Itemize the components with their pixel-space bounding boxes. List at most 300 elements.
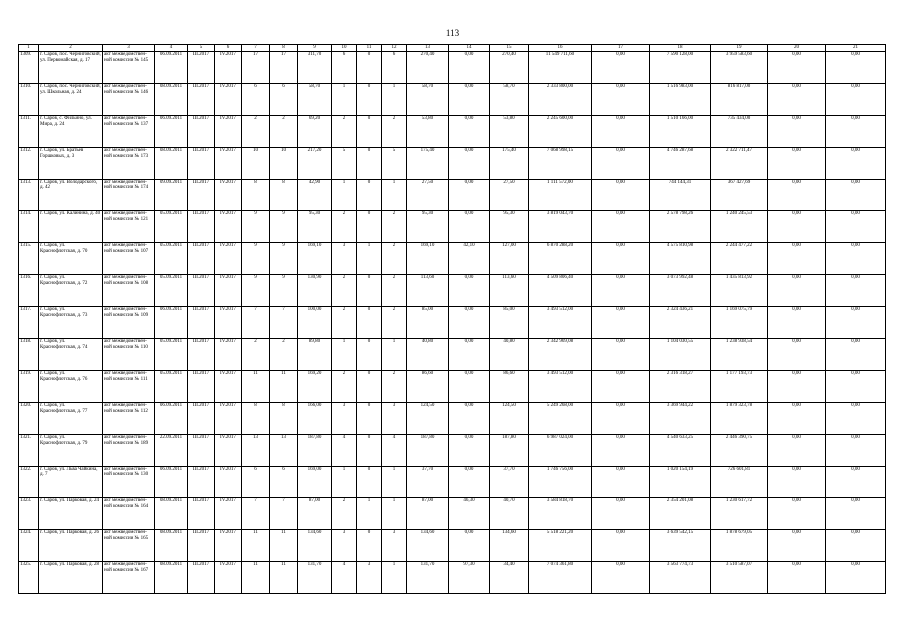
col19-cell: 2 322 711,47 (711, 147, 768, 179)
col13-cell: 131,70 (407, 562, 449, 594)
col19-cell: 1 879 323,78 (711, 402, 768, 434)
col13-cell: 85,00 (407, 307, 449, 339)
col8-cell: 7 (270, 498, 298, 530)
col14-cell: 0,00 (449, 115, 490, 147)
address-cell: г. Саров, пос. Черниговский, ул. Школьная, д. 24 (39, 83, 103, 115)
total-cost-cell: 3 493 512,00 (529, 307, 592, 339)
col13-cell: 58,70 (407, 83, 449, 115)
date-cell: 06.09.2011 (155, 402, 188, 434)
column-header: 3 (103, 45, 155, 52)
col14-cell: 0,00 (449, 339, 490, 371)
col21-cell: 0,00 (826, 243, 886, 275)
col11-cell: 0 (357, 115, 382, 147)
start-quarter-cell: III.2017 (188, 179, 215, 211)
col8-cell: 7 (270, 307, 298, 339)
start-quarter-cell: III.2017 (188, 370, 215, 402)
col15-cell: 58,70 (490, 83, 529, 115)
col7-cell: 11 (242, 562, 270, 594)
col11-cell: 0 (357, 147, 382, 179)
col17-cell: 0,00 (592, 530, 650, 562)
column-header: 2 (39, 45, 103, 52)
col12-cell: 2 (382, 211, 407, 243)
table-row (19, 52, 886, 84)
col10-cell: 1 (332, 179, 357, 211)
col21-cell: 0,00 (826, 52, 886, 84)
start-quarter-cell: III.2017 (188, 211, 215, 243)
row-number: 1314. (19, 211, 39, 243)
col10-cell: 2 (332, 370, 357, 402)
col12-cell: 3 (382, 530, 407, 562)
address-cell: г. Саров, с. Фильино, ул. Мира, д. 24 (39, 115, 103, 147)
col20-cell: 0,00 (768, 211, 826, 243)
column-number-row (19, 45, 886, 52)
col10-cell: 2 (332, 211, 357, 243)
col18-cell: 7 590 128,00 (650, 52, 711, 84)
document-cell: акт межведомствен-ной комиссии № 174 (103, 179, 155, 211)
col11-cell: 3 (357, 562, 382, 594)
end-quarter-cell: IV.2017 (215, 339, 242, 371)
document-cell: акт межведомствен-ной комиссии № 145 (103, 52, 155, 84)
date-cell: 08.09.2011 (155, 147, 188, 179)
col11-cell: 0 (357, 402, 382, 434)
column-header: 7 (242, 45, 270, 52)
end-quarter-cell: IV.2017 (215, 52, 242, 84)
col15-cell: 124,50 (490, 402, 529, 434)
column-header: 17 (592, 45, 650, 52)
col15-cell: 37,70 (490, 466, 529, 498)
col21-cell: 0,00 (826, 434, 886, 466)
table-row (19, 115, 886, 147)
col11-cell: 0 (357, 83, 382, 115)
end-quarter-cell: IV.2017 (215, 498, 242, 530)
col14-cell: 0,00 (449, 83, 490, 115)
col8-cell: 2 (270, 339, 298, 371)
col18-cell: 4 746 287,68 (650, 147, 711, 179)
date-cell: 06.09.2011 (155, 307, 188, 339)
column-header: 9 (298, 45, 332, 52)
total-cost-cell: 2 333 800,00 (529, 83, 592, 115)
address-cell: г. Саров, ул. Парковая, д. 24 (39, 498, 103, 530)
row-number: 1325. (19, 562, 39, 594)
col11-cell: 1 (357, 498, 382, 530)
col21-cell: 0,00 (826, 275, 886, 307)
col17-cell: 0,00 (592, 275, 650, 307)
col7-cell: 10 (242, 147, 270, 179)
area-cell: 130,90 (298, 275, 332, 307)
col17-cell: 0,00 (592, 466, 650, 498)
column-header: 21 (826, 45, 886, 52)
col12-cell: 1 (382, 339, 407, 371)
col15-cell: 34,40 (490, 562, 529, 594)
col7-cell: 9 (242, 275, 270, 307)
address-cell: г. Саров, ул. Краснофлотская, д. 72 (39, 275, 103, 307)
col13-cell: 37,70 (407, 466, 449, 498)
address-cell: г. Саров, пос. Черниговский, ул. Первомайская, д. 17 (39, 52, 103, 84)
area-cell: 166,00 (298, 402, 332, 434)
table-row (19, 466, 886, 498)
col7-cell: 6 (242, 83, 270, 115)
document-cell: акт межведомствен-ной комиссии № 111 (103, 370, 155, 402)
col13-cell: 134,60 (407, 530, 449, 562)
row-number: 1322. (19, 466, 39, 498)
end-quarter-cell: IV.2017 (215, 179, 242, 211)
document-cell: акт межведомствен-ной комиссии № 121 (103, 211, 155, 243)
col12-cell: 5 (382, 147, 407, 179)
col17-cell: 0,00 (592, 307, 650, 339)
col17-cell: 0,00 (592, 339, 650, 371)
total-cost-cell: 1 111 572,00 (529, 179, 592, 211)
date-cell: 08.09.2011 (155, 83, 188, 115)
row-number: 1324. (19, 530, 39, 562)
col18-cell: 2 354 201,08 (650, 498, 711, 530)
col10-cell: 4 (332, 434, 357, 466)
col7-cell: 13 (242, 434, 270, 466)
col8-cell: 9 (270, 275, 298, 307)
col12-cell: 2 (382, 243, 407, 275)
col20-cell: 0,00 (768, 498, 826, 530)
col14-cell: 0,00 (449, 147, 490, 179)
total-cost-cell: 7 074 361,80 (529, 562, 592, 594)
address-cell: г. Саров, ул. Льва Чайкина, д. 7 (39, 466, 103, 498)
col20-cell: 0,00 (768, 370, 826, 402)
col18-cell: 3 563 774,73 (650, 562, 711, 594)
address-cell: г. Саров, ул. Краснофлотская, д. 74 (39, 339, 103, 371)
end-quarter-cell: IV.2017 (215, 562, 242, 594)
col15-cell: 127,00 (490, 243, 529, 275)
col13-cell: 53,80 (407, 115, 449, 147)
col7-cell: 11 (242, 370, 270, 402)
area-cell: 131,70 (298, 562, 332, 594)
area-cell: 100,00 (298, 307, 332, 339)
col19-cell: 735 434,00 (711, 115, 768, 147)
date-cell: 06.09.2011 (155, 52, 188, 84)
date-cell: 05.09.2011 (155, 275, 188, 307)
col15-cell: 40,70 (490, 498, 529, 530)
col12-cell: 1 (382, 562, 407, 594)
col20-cell: 0,00 (768, 243, 826, 275)
total-cost-cell: 1 746 756,00 (529, 466, 592, 498)
col13-cell: 113,60 (407, 275, 449, 307)
column-header: 16 (529, 45, 592, 52)
column-header: 18 (650, 45, 711, 52)
area-cell: 95,30 (298, 211, 332, 243)
col13-cell: 86,60 (407, 370, 449, 402)
start-quarter-cell: III.2017 (188, 402, 215, 434)
col18-cell: 2 316 318,27 (650, 370, 711, 402)
col12-cell: 2 (382, 115, 407, 147)
col7-cell: 2 (242, 339, 270, 371)
col14-cell: 0,00 (449, 434, 490, 466)
end-quarter-cell: IV.2017 (215, 370, 242, 402)
col13-cell: 95,30 (407, 211, 449, 243)
col8-cell: 9 (270, 243, 298, 275)
col17-cell: 0,00 (592, 179, 650, 211)
row-number: 1317. (19, 307, 39, 339)
table-row (19, 402, 886, 434)
total-cost-cell: 6 870 288,20 (529, 243, 592, 275)
column-header: 11 (357, 45, 382, 52)
col11-cell: 0 (357, 307, 382, 339)
end-quarter-cell: IV.2017 (215, 147, 242, 179)
total-cost-cell: 2 342 969,08 (529, 339, 592, 371)
start-quarter-cell: III.2017 (188, 339, 215, 371)
col15-cell: 95,30 (490, 211, 529, 243)
column-header: 15 (490, 45, 529, 52)
col18-cell: 744 144,31 (650, 179, 711, 211)
address-cell: г. Саров, ул. Краснофлотская, д. 73 (39, 307, 103, 339)
col10-cell: 1 (332, 339, 357, 371)
col14-cell: 0,00 (449, 275, 490, 307)
date-cell: 08.09.2011 (155, 562, 188, 594)
col17-cell: 0,00 (592, 562, 650, 594)
col11-cell: 0 (357, 370, 382, 402)
area-cell: 169,10 (298, 243, 332, 275)
col13-cell: 270,40 (407, 52, 449, 84)
col15-cell: 27,50 (490, 179, 529, 211)
col17-cell: 0,00 (592, 243, 650, 275)
col11-cell: 0 (357, 52, 382, 84)
col11-cell: 0 (357, 339, 382, 371)
col18-cell: 3 639 542,15 (650, 530, 711, 562)
col21-cell: 0,00 (826, 370, 886, 402)
column-header: 14 (449, 45, 490, 52)
col18-cell: 4 540 633,25 (650, 434, 711, 466)
table-row (19, 243, 886, 275)
row-number: 1310. (19, 83, 39, 115)
column-header: 4 (155, 45, 188, 52)
col17-cell: 0,00 (592, 434, 650, 466)
page-number: 113 (445, 28, 460, 38)
col7-cell: 8 (242, 402, 270, 434)
start-quarter-cell: III.2017 (188, 307, 215, 339)
total-cost-cell: 6 987 024,00 (529, 434, 592, 466)
row-number: 1323. (19, 498, 39, 530)
col8-cell: 8 (270, 402, 298, 434)
col15-cell: 113,60 (490, 275, 529, 307)
area-cell: 169,20 (298, 370, 332, 402)
table-row (19, 211, 886, 243)
document-cell: акт межведомствен-ной комиссии № 146 (103, 83, 155, 115)
col10-cell: 2 (332, 307, 357, 339)
total-cost-cell: 4 509 806,40 (529, 275, 592, 307)
col14-cell: 0,00 (449, 530, 490, 562)
total-cost-cell: 2 245 600,00 (529, 115, 592, 147)
table-row (19, 498, 886, 530)
col7-cell: 11 (242, 530, 270, 562)
total-cost-cell: 3 493 512,00 (529, 370, 592, 402)
col14-cell: 0,00 (449, 211, 490, 243)
col20-cell: 0,00 (768, 466, 826, 498)
col20-cell: 0,00 (768, 115, 826, 147)
document-cell: акт межведомствен-ной комиссии № 137 (103, 115, 155, 147)
table-row (19, 275, 886, 307)
col12-cell: 6 (382, 52, 407, 84)
total-cost-cell: 7 068 998,15 (529, 147, 592, 179)
col19-cell: 3 510 587,07 (711, 562, 768, 594)
col18-cell: 4 575 810,98 (650, 243, 711, 275)
col20-cell: 0,00 (768, 83, 826, 115)
row-number: 1311. (19, 115, 39, 147)
col19-cell: 1 878 679,05 (711, 530, 768, 562)
col8-cell: 11 (270, 562, 298, 594)
col21-cell: 0,00 (826, 307, 886, 339)
col14-cell: 0,00 (449, 466, 490, 498)
col19-cell: 3 959 583,60 (711, 52, 768, 84)
col19-cell: 1 240 245,53 (711, 211, 768, 243)
col7-cell: 8 (242, 179, 270, 211)
column-header: 5 (188, 45, 215, 52)
start-quarter-cell: III.2017 (188, 434, 215, 466)
start-quarter-cell: III.2017 (188, 466, 215, 498)
col20-cell: 0,00 (768, 147, 826, 179)
col15-cell: 85,00 (490, 307, 529, 339)
col19-cell: 1 169 075,79 (711, 307, 768, 339)
col10-cell: 3 (332, 530, 357, 562)
col20-cell: 0,00 (768, 179, 826, 211)
col8-cell: 10 (270, 147, 298, 179)
col17-cell: 0,00 (592, 370, 650, 402)
date-cell: 08.09.2011 (155, 530, 188, 562)
col18-cell: 1 516 983,00 (650, 83, 711, 115)
col14-cell: 0,00 (449, 179, 490, 211)
table-row (19, 339, 886, 371)
end-quarter-cell: IV.2017 (215, 466, 242, 498)
row-number: 1315. (19, 243, 39, 275)
col7-cell: 9 (242, 243, 270, 275)
row-number: 1313. (19, 179, 39, 211)
row-number: 1320. (19, 402, 39, 434)
column-header: 1 (19, 45, 39, 52)
col19-cell: 726 601,81 (711, 466, 768, 498)
document-cell: акт межведомствен-ной комиссии № 167 (103, 562, 155, 594)
col13-cell: 175,40 (407, 147, 449, 179)
column-header: 19 (711, 45, 768, 52)
area-cell: 87,00 (298, 498, 332, 530)
address-cell: г. Саров, ул. Краснофлотская, д. 77 (39, 402, 103, 434)
col11-cell: 0 (357, 275, 382, 307)
end-quarter-cell: IV.2017 (215, 530, 242, 562)
column-header: 6 (215, 45, 242, 52)
col19-cell: 1 238 938,54 (711, 339, 768, 371)
col21-cell: 0,00 (826, 211, 886, 243)
col21-cell: 0,00 (826, 115, 886, 147)
address-cell: г. Саров, ул. Парковая, д. 26 (39, 530, 103, 562)
col18-cell: 1 020 154,19 (650, 466, 711, 498)
table-row (19, 179, 886, 211)
date-cell: 05.09.2011 (155, 243, 188, 275)
total-cost-cell: 5 249 268,00 (529, 402, 592, 434)
col15-cell: 187,80 (490, 434, 529, 466)
col10-cell: 2 (332, 275, 357, 307)
column-header: 13 (407, 45, 449, 52)
end-quarter-cell: IV.2017 (215, 243, 242, 275)
date-cell: 08.09.2011 (155, 498, 188, 530)
col8-cell: 8 (270, 179, 298, 211)
col12-cell: 1 (382, 179, 407, 211)
col12-cell: 2 (382, 307, 407, 339)
row-number: 1316. (19, 275, 39, 307)
col20-cell: 0,00 (768, 562, 826, 594)
document-cell: акт межведомствен-ной комиссии № 110 (103, 339, 155, 371)
table-row (19, 370, 886, 402)
date-cell: 05.09.2011 (155, 370, 188, 402)
col8-cell: 17 (270, 52, 298, 84)
start-quarter-cell: III.2017 (188, 275, 215, 307)
col11-cell: 0 (357, 530, 382, 562)
col11-cell: 0 (357, 211, 382, 243)
row-number: 1318. (19, 339, 39, 371)
col21-cell: 0,00 (826, 402, 886, 434)
col18-cell: 3 073 992,48 (650, 275, 711, 307)
col19-cell: 2 244 477,22 (711, 243, 768, 275)
row-number: 1319. (19, 370, 39, 402)
col17-cell: 0,00 (592, 211, 650, 243)
date-cell: 05.09.2011 (155, 211, 188, 243)
col21-cell: 0,00 (826, 562, 886, 594)
area-cell: 217,20 (298, 147, 332, 179)
address-cell: г. Саров, ул. Володарского, д. 42 (39, 179, 103, 211)
col12-cell: 2 (382, 275, 407, 307)
col18-cell: 1 104 030,55 (650, 339, 711, 371)
total-cost-cell: 11 549 711,60 (529, 52, 592, 84)
end-quarter-cell: IV.2017 (215, 307, 242, 339)
col12-cell: 1 (382, 83, 407, 115)
col11-cell: 0 (357, 466, 382, 498)
col11-cell: 0 (357, 434, 382, 466)
table-row (19, 562, 886, 594)
date-cell: 06.09.2011 (155, 466, 188, 498)
col7-cell: 9 (242, 211, 270, 243)
area-cell: 311,70 (298, 52, 332, 84)
col18-cell: 1 510 166,00 (650, 115, 711, 147)
col15-cell: 270,40 (490, 52, 529, 84)
col15-cell: 134,60 (490, 530, 529, 562)
col8-cell: 6 (270, 466, 298, 498)
col19-cell: 816 817,00 (711, 83, 768, 115)
col7-cell: 7 (242, 498, 270, 530)
document-cell: акт межведомствен-ной комиссии № 173 (103, 147, 155, 179)
start-quarter-cell: III.2017 (188, 52, 215, 84)
column-header: 10 (332, 45, 357, 52)
col21-cell: 0,00 (826, 147, 886, 179)
table-row (19, 530, 886, 562)
col17-cell: 0,00 (592, 402, 650, 434)
table-row (19, 147, 886, 179)
area-cell: 169,00 (298, 466, 332, 498)
col7-cell: 17 (242, 52, 270, 84)
col17-cell: 0,00 (592, 147, 650, 179)
end-quarter-cell: IV.2017 (215, 275, 242, 307)
col14-cell: 46,30 (449, 498, 490, 530)
col8-cell: 9 (270, 211, 298, 243)
col13-cell: 124,50 (407, 402, 449, 434)
document-cell: акт межведомствен-ной комиссии № 165 (103, 530, 155, 562)
col19-cell: 1 435 813,92 (711, 275, 768, 307)
area-cell: 89,80 (298, 339, 332, 371)
address-cell: г. Саров, ул. Парковая, д. 28 (39, 562, 103, 594)
col21-cell: 0,00 (826, 466, 886, 498)
col15-cell: 86,60 (490, 370, 529, 402)
col10-cell: 2 (332, 498, 357, 530)
col12-cell: 3 (382, 402, 407, 434)
date-cell: 05.09.2011 (155, 339, 188, 371)
area-cell: 187,80 (298, 434, 332, 466)
address-cell: г. Саров, ул. Краснофлотская, д. 70 (39, 243, 103, 275)
col14-cell: 97,30 (449, 562, 490, 594)
start-quarter-cell: III.2017 (188, 498, 215, 530)
col10-cell: 5 (332, 147, 357, 179)
housing-registry-table (18, 44, 886, 594)
